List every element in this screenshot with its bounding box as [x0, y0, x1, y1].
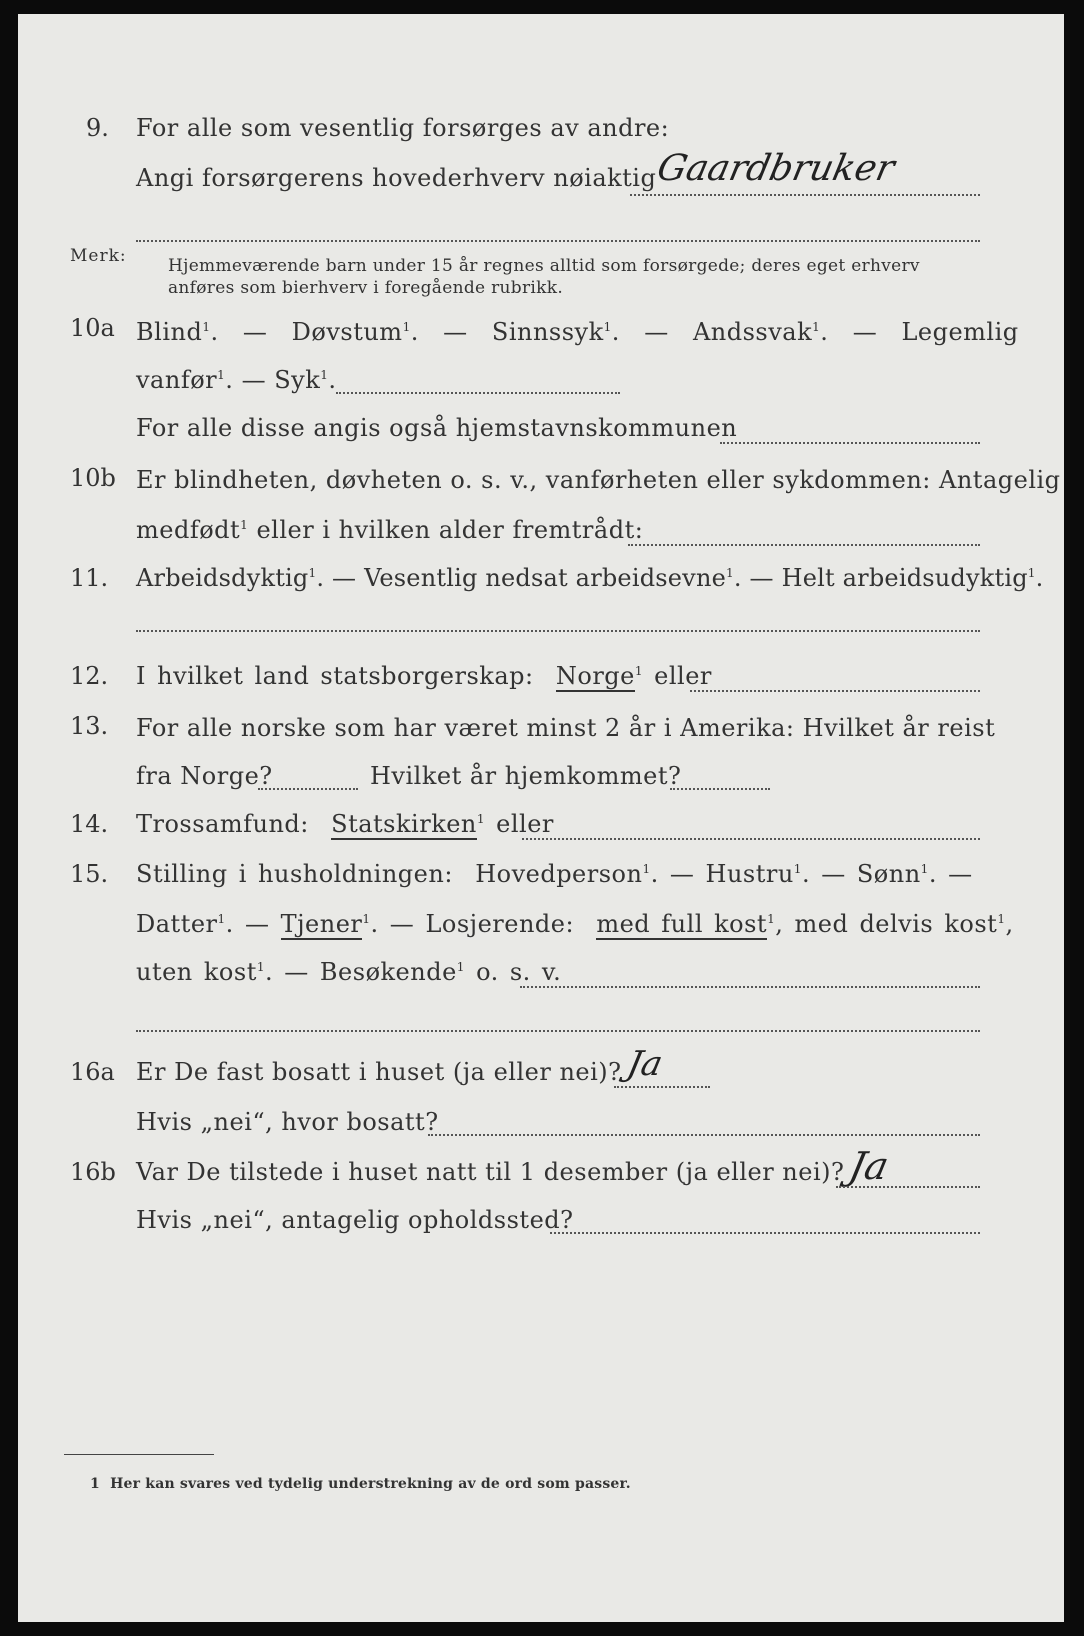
footnote-line: [90, 1476, 631, 1492]
q16b-opholdssted-line: [550, 1232, 980, 1234]
q16a-line2: Hvis „nei“, hvor bosatt?: [136, 1108, 439, 1136]
q11-opt1: Arbeidsdyktig: [136, 564, 309, 592]
q16a-number: 16a: [70, 1058, 115, 1086]
q10a-line2: vanfør$^1$. — Syk$^1$.: [136, 366, 337, 394]
q13-line2b: Hvilket år hjemkommet?: [370, 762, 682, 790]
q16b-line2: Hvis „nei“, antagelig opholdssted?: [136, 1206, 574, 1234]
q15-line3: uten kost$^1$. — Besøkende$^1$ o. s. v.: [136, 958, 562, 986]
q13-line2a: fra Norge?: [136, 762, 273, 790]
q12-eller: eller: [654, 662, 712, 690]
q9-number: 9.: [86, 114, 109, 142]
q14-statskirken: Statskirken: [331, 810, 477, 838]
q10a-sinnssyk: Sinnssyk: [491, 318, 604, 346]
q10b-medfodt: medfødt: [136, 516, 241, 544]
q14-line: Trossamfund: Statskirken$^1$ eller: [136, 810, 554, 838]
q10a-andssvak: Andssvak: [692, 318, 813, 346]
q10a-blind: Blind: [136, 318, 203, 346]
q10b-number: 10b: [70, 464, 116, 492]
merk-line1: Hjemmeværende barn under 15 år regnes alltid som forsørgede; deres eget erhverv: [168, 256, 920, 276]
q10a-line1: Blind$^1$. — Døvstum$^1$. — Sinnssyk$^1$. — Andssvak$^1$. — Legemlig: [136, 318, 1019, 346]
q15-tjener: Tjener: [280, 910, 363, 938]
q13-line1: For alle norske som har været minst 2 år i Amerika: Hvilket år reist: [136, 714, 996, 742]
q12-answer-line: [690, 690, 980, 692]
q11-opt2: Vesentlig nedsat arbeidsevne: [364, 564, 727, 592]
q10a-number: 10a: [70, 314, 115, 342]
q13-reist-line: [258, 788, 358, 790]
q15-line2: Datter$^1$. — Tjener$^1$. — Losjerende: med full kost$^1$, med delvis kost$^1$,: [136, 910, 1014, 938]
q9-answer-line: [630, 194, 980, 196]
q12-norge: Norge: [555, 662, 635, 690]
q15-line1: Stilling i husholdningen: Hovedperson$^1$. — Hustru$^1$. — Sønn$^1$. —: [136, 860, 973, 888]
q10a-syk-line: [336, 392, 620, 394]
q15-osv: o. s. v.: [476, 958, 562, 986]
q9-line2: Angi forsørgerens hovederhverv nøiaktig: [136, 164, 657, 192]
q15-med-full-kost: med full kost: [596, 910, 768, 938]
q14-number: 14.: [70, 810, 109, 838]
q16a-answer-line: [614, 1086, 710, 1088]
q15-answer-line: [520, 986, 980, 988]
q14-answer-line: [522, 838, 980, 840]
merk-label: Merk:: [70, 246, 127, 266]
q15-hovedperson: Hovedperson: [475, 860, 643, 888]
q15-extra-line: [136, 1030, 980, 1032]
census-form-page: [18, 14, 1064, 1622]
q16b-number: 16b: [70, 1158, 116, 1186]
q15-sonn: Sønn: [856, 860, 921, 888]
q11-extra-line: [136, 630, 980, 632]
footnote-text: Her kan svares ved tydelig understrekning av de ord som passer.: [110, 1476, 631, 1492]
q12-number: 12.: [70, 662, 109, 690]
q11-opt3: Helt arbeidsudyktig: [781, 564, 1028, 592]
q10a-hjemstavn-line: [720, 442, 980, 444]
q12-text: I hvilket land statsborgerskap:: [136, 662, 534, 690]
q10a-vanfor: vanfør: [136, 366, 218, 394]
q15-number: 15.: [70, 860, 109, 888]
q16a-line1: Er De fast bosatt i huset (ja eller nei)?: [136, 1058, 622, 1086]
q12-line: I hvilket land statsborgerskap: Norge$^1$ eller: [136, 662, 712, 690]
q13-number: 13.: [70, 712, 109, 740]
q10b-line2: medfødt$^1$ eller i hvilken alder fremtrådt:: [136, 516, 644, 544]
q15-besokende: Besøkende: [319, 958, 457, 986]
q15-uten-kost: uten kost: [136, 958, 257, 986]
q16b-answer-line: [836, 1186, 980, 1188]
merk-line2: anføres som bierhverv i foregående rubrikk.: [168, 278, 564, 298]
footnote-rule: [64, 1454, 214, 1455]
q10b-line2-rest: eller i hvilken alder fremtrådt:: [256, 516, 644, 544]
q9-line1: For alle som vesentlig forsørges av andre:: [136, 114, 670, 142]
q11-number: 11.: [70, 564, 109, 592]
q15-datter: Datter: [136, 910, 218, 938]
q14-eller: eller: [496, 810, 554, 838]
q9-handwritten-answer: Gaardbruker: [653, 148, 899, 189]
q10b-line1: Er blindheten, døvheten o. s. v., vanførheten eller sykdommen: Antagelig: [136, 466, 1061, 494]
q16a-handwritten-answer: Ja: [623, 1044, 667, 1084]
q14-text: Trossamfund:: [136, 810, 309, 838]
q9-extra-line: [136, 240, 980, 242]
footnote-mark: 1: [90, 1476, 100, 1492]
q15-hustru: Hustru: [705, 860, 794, 888]
q13-hjemkommet-line: [670, 788, 770, 790]
q15-med-delvis-kost: med delvis kost: [794, 910, 998, 938]
q10a-dovstum: Døvstum: [291, 318, 403, 346]
q10a-line3: For alle disse angis også hjemstavnskommunen: [136, 414, 738, 442]
q10a-syk: Syk: [274, 366, 321, 394]
q16a-bosatt-line: [428, 1134, 980, 1136]
q15-losjerende: Losjerende:: [425, 910, 575, 938]
q10a-legemlig: Legemlig: [901, 318, 1019, 346]
q16b-line1: Var De tilstede i huset natt til 1 desember (ja eller nei)?: [136, 1158, 845, 1186]
q16b-handwritten-answer: Ja: [845, 1144, 893, 1188]
q11-line: Arbeidsdyktig$^1$. — Vesentlig nedsat arbeidsevne$^1$. — Helt arbeidsudyktig$^1$.: [136, 564, 1044, 592]
q10b-answer-line: [628, 544, 980, 546]
